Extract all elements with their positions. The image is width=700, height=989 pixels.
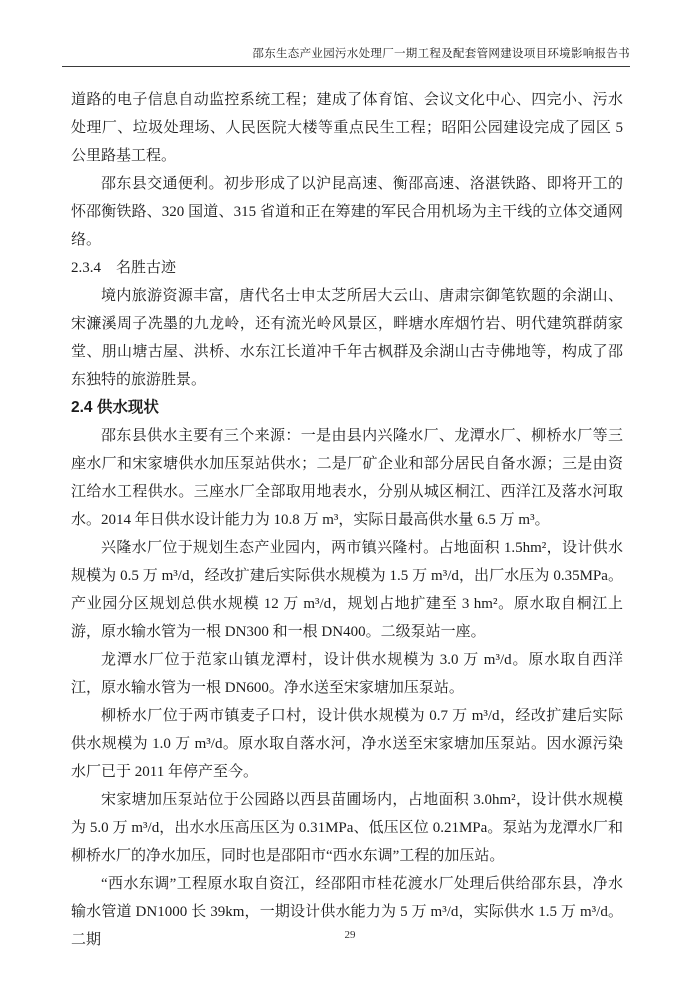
paragraph: 邵东县供水主要有三个来源：一是由县内兴隆水厂、龙潭水厂、柳桥水厂等三座水厂和宋家塘供水加压泵站供水；二是厂矿企业和部分居民自备水源；三是由资江给水工程供水。三座水厂全部取用地表水，分别从城区桐江、西洋江及落水河取水。2014 年日供水设计能力为 10.8 万 m³，实际日最高供水量 6.5 万 m³。 [71, 428, 623, 528]
paragraph: 宋家塘加压泵站位于公园路以西县苗圃场内，占地面积 3.0hm²，设计供水规模为 5.0 万 m³/d，出水水压高压区为 0.31MPa、低压区位 0.21MPa。泵站为龙潭水厂和柳桥水厂的净水加压，同时也是邵阳市“西水东调”工程的加压站。 [71, 792, 623, 864]
running-header-title: 邵东生态产业园污水处理厂一期工程及配套管网建设项目环境影响报告书 [62, 0, 630, 67]
section-heading: 2.3.4 名胜古迹 [71, 260, 177, 276]
document-content [71, 86, 623, 954]
paragraph: 柳桥水厂位于两市镇麦子口村，设计供水规模为 0.7 万 m³/d，经改扩建后实际供水规模为 1.0 万 m³/d。原水取自落水河，净水送至宋家塘加压泵站。因水源污染水厂已于 2011 年停产至今。 [71, 708, 623, 780]
page-header [62, 0, 630, 67]
paragraph: “西水东调”工程原水取自资江，经邵阳市桂花渡水厂处理后供给邵东县，净水输水管道 DN1000 长 39km，一期设计供水能力为 5 万 m³/d，实际供水 1.5 万 m³/d。二期 [71, 876, 623, 948]
paragraph: 邵东县交通便利。初步形成了以沪昆高速、衡邵高速、洛湛铁路、即将开工的怀邵衡铁路、320 国道、315 省道和正在筹建的军民合用机场为主干线的立体交通网络。 [71, 176, 623, 248]
section-heading: 2.4 供水现状 [71, 399, 159, 416]
paragraph: 兴隆水厂位于规划生态产业园内，两市镇兴隆村。占地面积 1.5hm²，设计供水规模为 0.5 万 m³/d，经改扩建后实际供水规模为 1.5 万 m³/d，出厂水压为 0.35MPa。产业园分区规划总供水规模 12 万 m³/d，规划占地扩建至 3 hm²。原水取自桐江上游，原水输水管为一根 DN300 和一根 DN400。二级泵站一座。 [71, 540, 623, 640]
paragraph: 道路的电子信息自动监控系统工程；建成了体育馆、会议文化中心、四完小、污水处理厂、垃圾处理场、人民医院大楼等重点民生工程；昭阳公园建设完成了园区 5 公里路基工程。 [71, 92, 623, 164]
paragraph: 境内旅游资源丰富，唐代名士申太芝所居大云山、唐肃宗御笔钦题的余湖山、宋濂溪周子冼墨的九龙岭，还有流光岭风景区，畔塘水库烟竹岩、明代建筑群荫家堂、朋山塘古屋、洪桥、水东江长道冲千年古枫群及余湖山古寺佛地等，构成了邵东独特的旅游胜景。 [71, 288, 623, 388]
page-footer [0, 925, 700, 943]
page-number: 29 [344, 929, 356, 941]
paragraph: 龙潭水厂位于范家山镇龙潭村，设计供水规模为 3.0 万 m³/d。原水取自西洋江，原水输水管为一根 DN600。净水送至宋家塘加压泵站。 [71, 652, 623, 696]
